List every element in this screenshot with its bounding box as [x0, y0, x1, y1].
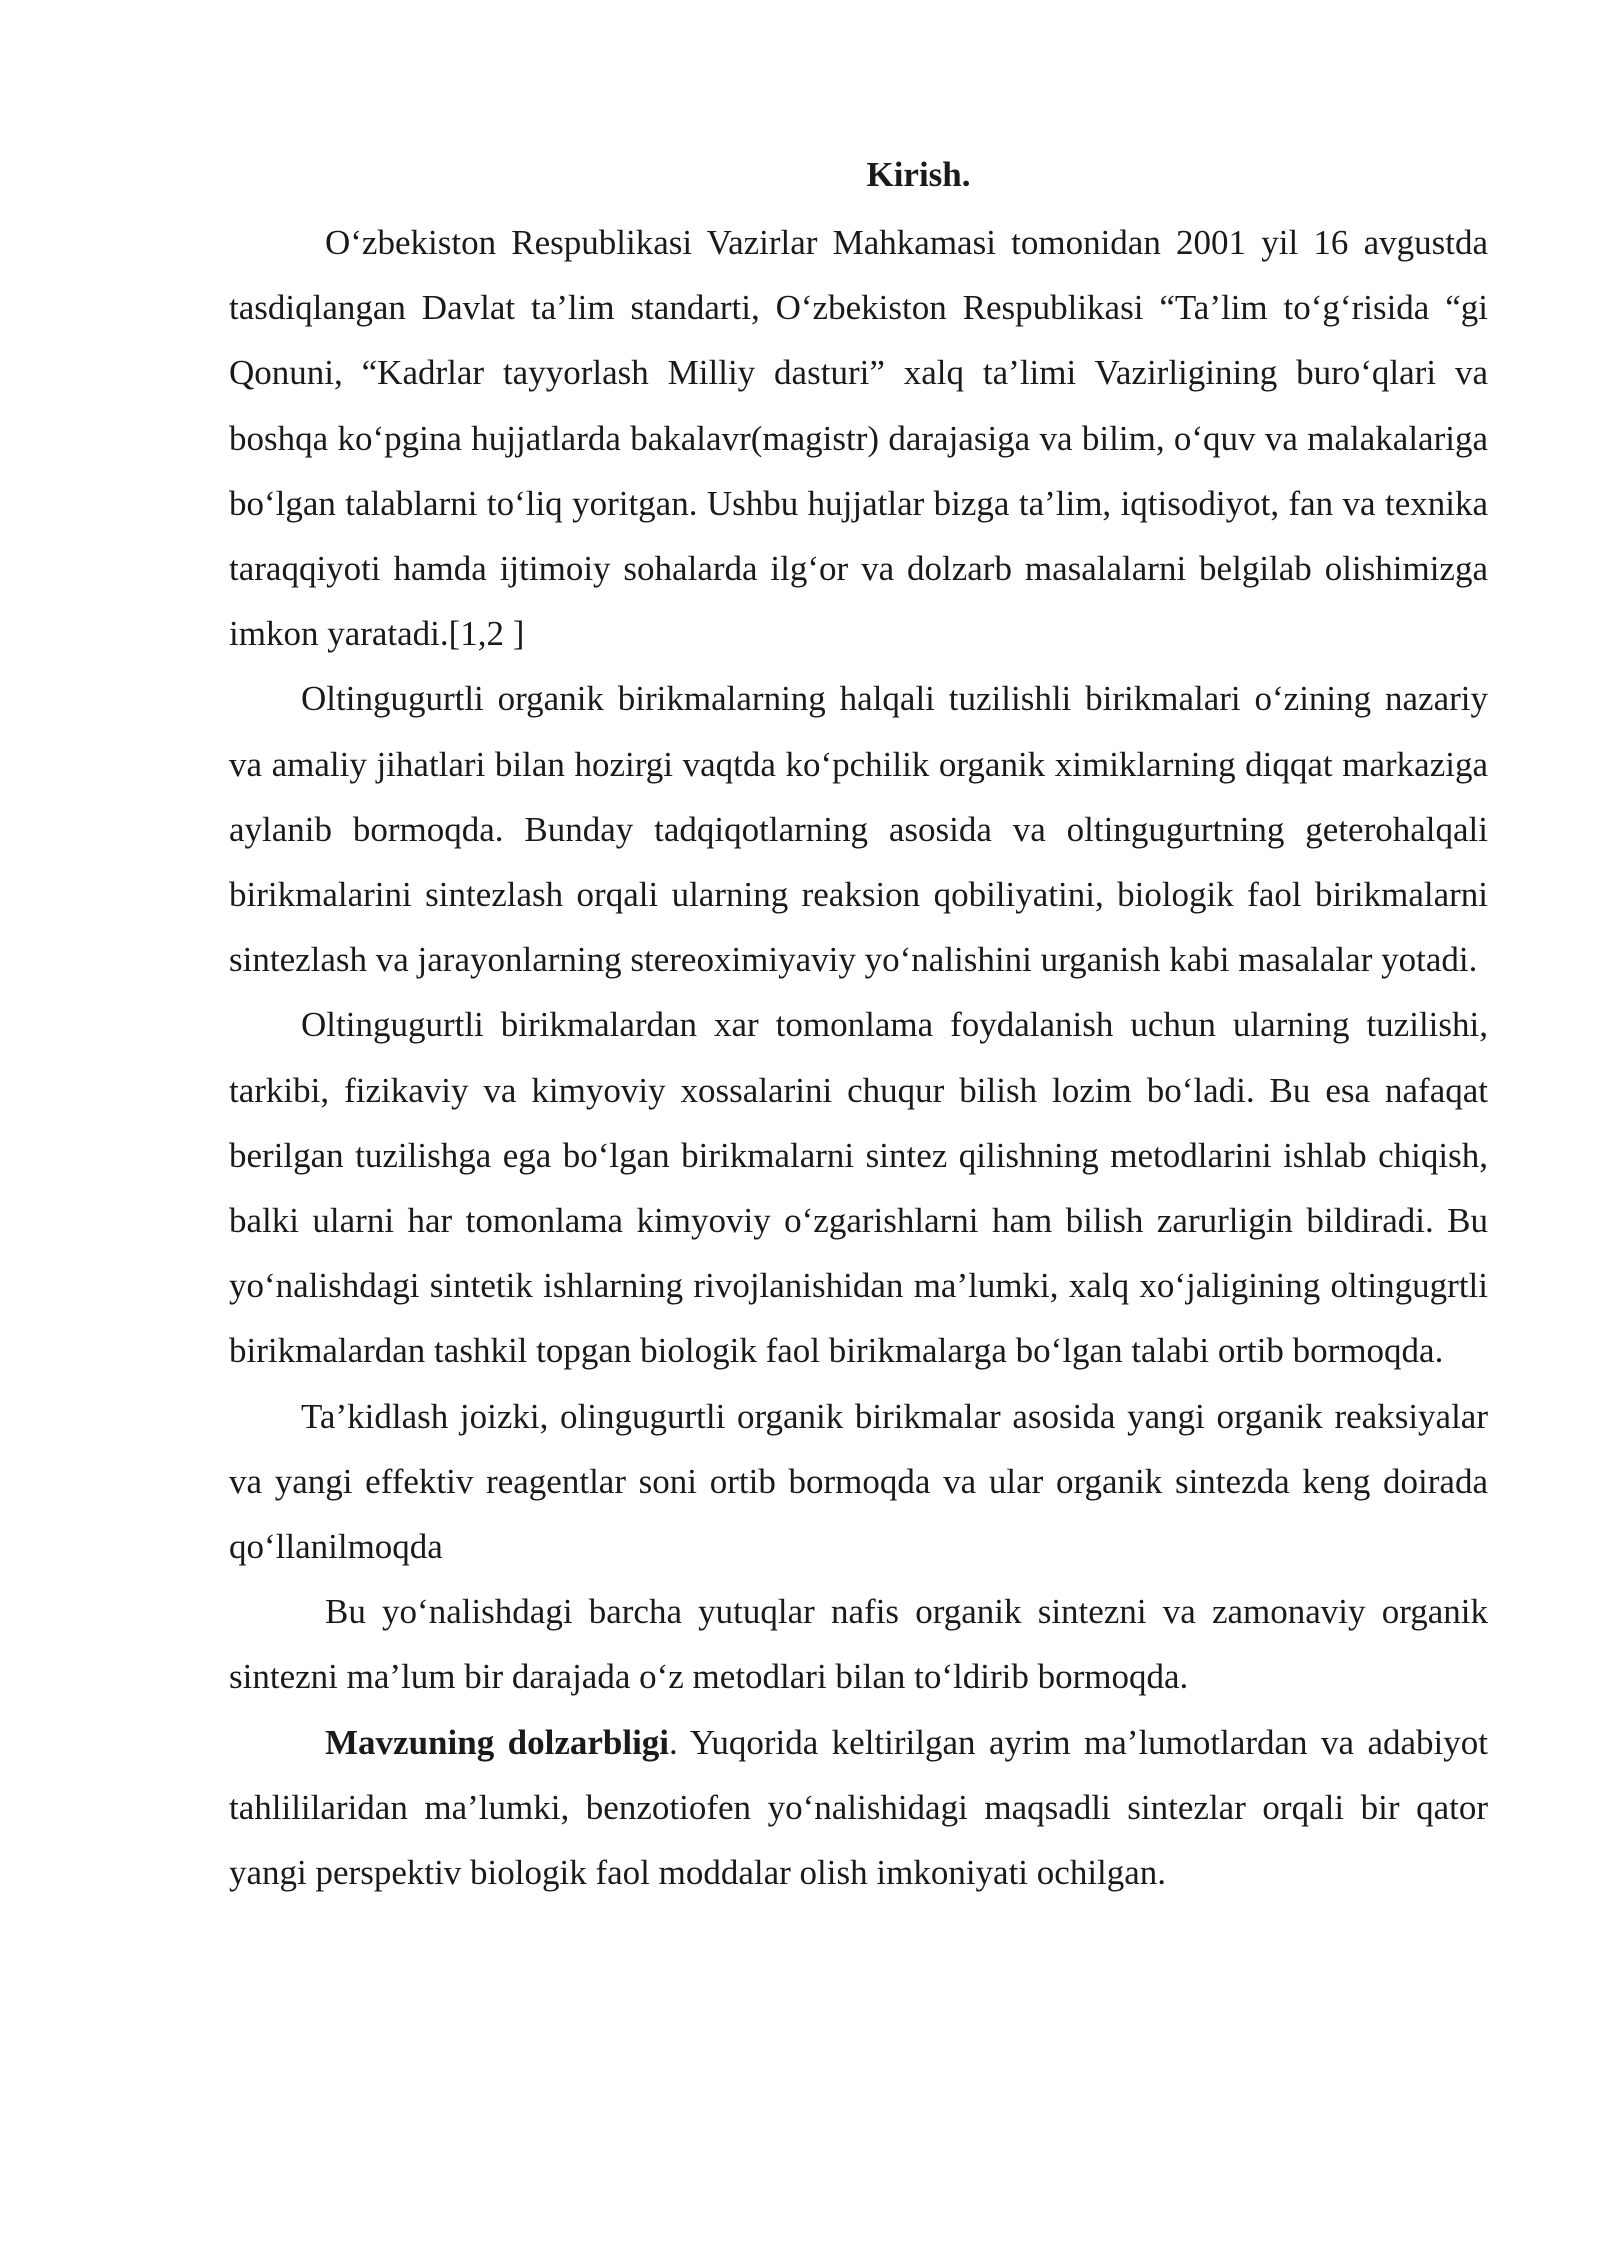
document-body — [229, 150, 1488, 1905]
paragraph-6 — [229, 1710, 1488, 1906]
document-title: Kirish. — [866, 155, 971, 194]
paragraph-1: O‘zbekiston Respublikasi Vazirlar Mahkamasi tomonidan 2001 yil 16 avgustda tasdiqlangan Davlat ta’lim standarti, O‘zbekiston Respublikasi “Ta’lim to‘g‘risida “gi Qonuni, “Kadrlar tayyorlash Milliy dasturi” xalq ta’limi Vazirligining buro‘qlari va boshqa ko‘pgina hujjatlarda bakalavr(magistr) darajasiga va bilim, o‘quv va malakalariga bo‘lgan talablarni to‘liq yoritgan. Ushbu hujjatlar bizga ta’lim, iqtisodiyot, fan va texnika taraqqiyoti hamda ijtimoiy sohalarda ilg‘or va dolzarb masalalarni belgilab olishimizga imkon yaratadi.[1,2 ] — [229, 223, 1488, 654]
paragraph-5: Bu yo‘nalishdagi barcha yutuqlar nafis organik sintezni va zamonaviy organik sintezni ma’lum bir darajada o‘z metodlari bilan to‘ldirib bormoqda. — [229, 1592, 1488, 1697]
paragraph-4: Ta’kidlash joizki, olingugurtli organik birikmalar asosida yangi organik reaksiyalar va yangi effektiv reagentlar soni ortib bormoqda va ular organik sintezda keng doirada qo‘llanilmoqda — [229, 1396, 1488, 1567]
paragraph-2: Oltingugurtli organik birikmalarning halqali tuzilishli birikmalari o‘zining nazariy va amaliy jihatlari bilan hozirgi vaqtda ko‘pchilik organik ximiklarning diqqat markaziga aylanib bormoqda. Bunday tadqiqotlarning asosida va oltingugurtning geterohalqali birikmalarini sintezlash orqali ularning reaksion qobiliyatini, biologik faol birikmalarni sintezlash va jarayonlarning stereoximiyaviy yo‘nalishini urganish kabi masalalar yotadi. — [229, 679, 1488, 980]
section-heading-relevance: Mavzuning dolzarbligi — [325, 1722, 670, 1762]
paragraph-6-text: . Yuqorida keltirilgan ayrim ma’lumotlardan va adabiyot tahlililaridan ma’lumki, benzotiofen yo‘nalishidagi maqsadli sintezlar orqali bir qator yangi perspektiv biologik faol moddalar olish imkoniyati ochilgan. — [229, 1722, 1488, 1893]
paragraph-3: Oltingugurtli birikmalardan xar tomonlama foydalanish uchun ularning tuzilishi, tarkibi, fizikaviy va kimyoviy xossalarini chuqur bilish lozim bo‘ladi. Bu esa nafaqat berilgan tuzilishga ega bo‘lgan birikmalarni sintez qilishning metodlarini ishlab chiqish, balki ularni har tomonlama kimyoviy o‘zgarishlarni ham bilish zarurligin bildiradi. Bu yo‘nalishdagi sintetik ishlarning rivojlanishidan ma’lumki, xalq xo‘jaligining oltingugrtli birikmalardan tashkil topgan biologik faol birikmalarga bo‘lgan talabi ortib bormoqda. — [229, 1005, 1488, 1371]
